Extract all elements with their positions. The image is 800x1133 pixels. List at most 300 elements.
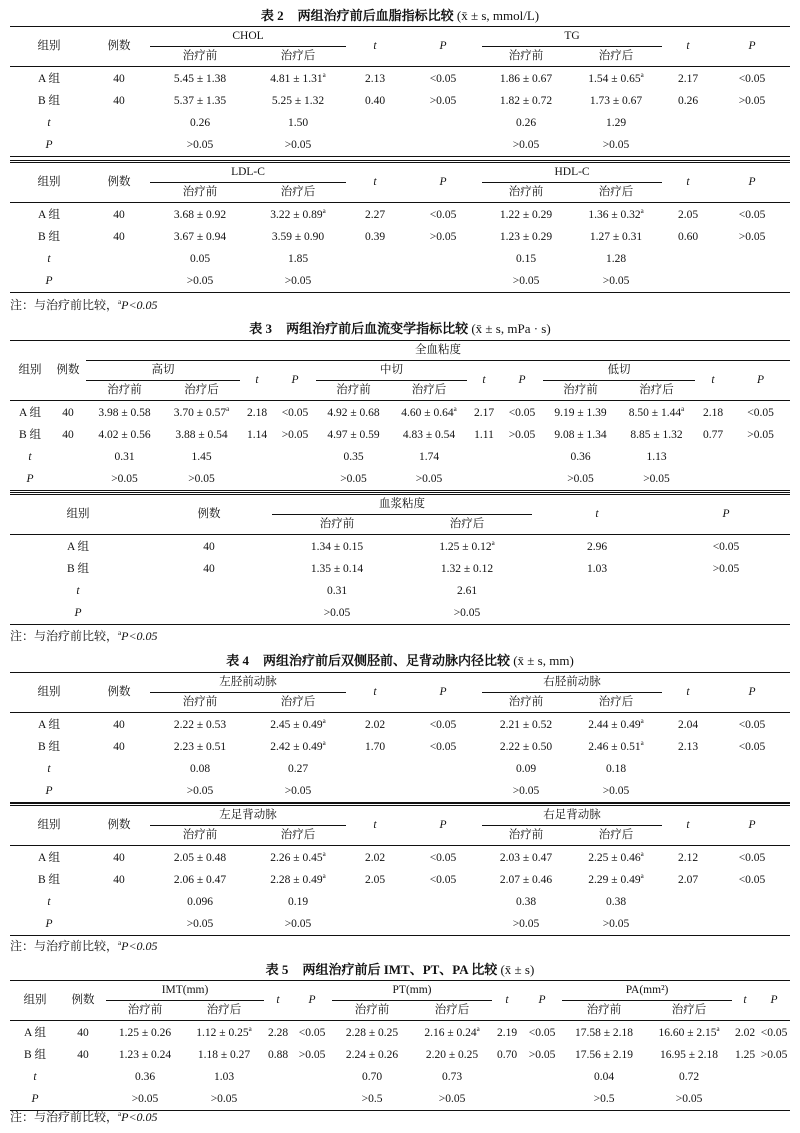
table-cell: 2.02: [734, 1027, 756, 1039]
header-p: P: [757, 374, 765, 386]
table-row: [10, 446, 790, 468]
table-cell: >0.05: [284, 275, 312, 287]
table-cell: 8.50 ± 1.44$^a$: [628, 405, 685, 419]
table-number: 表 3: [249, 321, 273, 336]
table-cell: <0.05: [508, 407, 536, 419]
table-cell: 2.18: [246, 407, 268, 419]
table-cell: 16.95 ± 2.18: [660, 1049, 719, 1061]
header-cases: 例数: [107, 176, 131, 188]
table-cell: 0.38: [605, 896, 627, 908]
table-cell: >0.05: [453, 607, 481, 619]
table-row: [10, 913, 790, 935]
table-cell: 0.26: [515, 117, 537, 129]
table-cell: [467, 446, 501, 468]
table-cell: 1.45: [191, 451, 212, 463]
table-unit: (x̄ ± s, mPa · s): [471, 321, 551, 336]
table-cell: [662, 112, 714, 134]
header-group: 组别: [66, 508, 90, 520]
table-row: [10, 1066, 790, 1088]
header-before: 治疗前: [182, 50, 218, 62]
header-before: 治疗前: [127, 1004, 163, 1016]
table-row: [10, 713, 790, 737]
table-cell: 0.26: [677, 95, 699, 107]
table-cell: 1.54 ± 0.65$^a$: [588, 71, 644, 85]
header-after: 治疗后: [280, 50, 316, 62]
table-cell: 0.36: [134, 1071, 156, 1083]
table-cell: [346, 913, 404, 935]
table-cell: 1.74: [418, 451, 440, 463]
header-measure: 左足背动脉: [150, 806, 346, 826]
header-plasma: 血浆粘度: [272, 495, 532, 515]
table-cell: 40: [113, 95, 125, 107]
row-label: t: [47, 896, 51, 908]
header-after: 治疗后: [598, 50, 634, 62]
table-cell: 0.88: [267, 1049, 289, 1061]
header-t: t: [482, 374, 486, 386]
table-cell: >0.05: [567, 473, 594, 485]
table-cell: [662, 602, 790, 624]
table-cell: [714, 270, 790, 292]
table-cell: 4.02 ± 0.56: [98, 429, 151, 441]
table-cell: 3.22 ± 0.89$^a$: [270, 207, 326, 221]
table-title: 两组治疗前后血脂指标比较: [297, 8, 454, 23]
table-cell: >0.05: [602, 785, 630, 797]
table-cell: 40: [113, 852, 125, 864]
table-cell: 0.096: [187, 896, 213, 908]
table-cell: 1.25: [734, 1049, 756, 1061]
table-number: 表 2: [260, 8, 284, 23]
table-cell: [346, 270, 404, 292]
table-cell: >0.05: [429, 95, 457, 107]
table-cell: >0.05: [675, 1093, 703, 1105]
table-cell: 17.56 ± 2.19: [575, 1049, 634, 1061]
table-cell: [404, 758, 482, 780]
table-row: [10, 468, 790, 490]
table-cell: 0.31: [114, 451, 135, 463]
data-table: [10, 27, 790, 156]
header-after: 治疗后: [280, 186, 316, 198]
header-t: t: [373, 686, 377, 698]
row-label: t: [76, 585, 80, 597]
table-cell: 2.18: [702, 407, 724, 419]
table-cell: >0.05: [528, 1049, 556, 1061]
header-t: t: [686, 686, 690, 698]
row-label: A 组: [37, 209, 61, 221]
table-cell: 1.13: [646, 451, 667, 463]
header-p: P: [439, 686, 447, 698]
header-before: 治疗前: [586, 1004, 622, 1016]
table-row: [10, 1044, 790, 1066]
table-cell: >0.5: [361, 1093, 383, 1105]
table-cell: [292, 1066, 332, 1088]
table5-caption: [0, 959, 800, 978]
header-before: 治疗前: [508, 829, 544, 841]
header-p: P: [748, 819, 756, 831]
table-cell: >0.05: [512, 785, 540, 797]
header-t: t: [743, 994, 747, 1006]
table-cell: 2.28: [267, 1027, 289, 1039]
table-cell: <0.05: [429, 719, 457, 731]
row-label: t: [33, 1071, 37, 1083]
header-p: P: [439, 40, 447, 52]
table4-note: 注：与治疗前比较，$^a$P<0.05: [10, 939, 158, 953]
table-cell: >0.05: [340, 473, 367, 485]
table-cell: [404, 913, 482, 935]
row-label: A 组: [37, 73, 61, 85]
header-group: 组别: [37, 819, 61, 831]
table-cell: [240, 468, 274, 490]
header-p: P: [770, 994, 778, 1006]
header-after: 治疗后: [411, 384, 447, 396]
table-cell: >0.05: [602, 275, 630, 287]
table-cell: 1.25 ± 0.12$^a$: [439, 539, 495, 553]
header-p: P: [308, 994, 316, 1006]
data-table: [10, 673, 790, 802]
table-cell: 40: [113, 231, 125, 243]
table-row: [10, 535, 790, 559]
table-cell: [731, 446, 790, 468]
table-cell: <0.05: [281, 407, 309, 419]
header-before: 治疗前: [107, 384, 142, 396]
table-cell: 40: [113, 874, 125, 886]
data-table: [10, 341, 790, 490]
table-cell: 2.29 ± 0.49$^a$: [588, 872, 644, 886]
table-cell: 1.50: [287, 117, 309, 129]
table-cell: [662, 580, 790, 602]
header-after: 治疗后: [449, 518, 485, 530]
table-row: [10, 248, 790, 270]
table-cell: [88, 112, 150, 134]
table-cell: [492, 1066, 522, 1088]
table-cell: 2.19: [496, 1027, 518, 1039]
table-cell: [404, 248, 482, 270]
table-cell: [88, 270, 150, 292]
table-cell: >0.05: [298, 1049, 326, 1061]
table-cell: 40: [62, 407, 74, 419]
table-cell: [60, 1088, 106, 1110]
table-row: [10, 134, 790, 156]
table-cell: 0.40: [364, 95, 386, 107]
table-cell: 2.24 ± 0.26: [345, 1049, 399, 1061]
table-cell: >0.05: [284, 918, 312, 930]
table-cell: >0.05: [323, 607, 351, 619]
table-cell: 1.23 ± 0.29: [499, 231, 553, 243]
table-cell: <0.05: [429, 209, 457, 221]
table-cell: 0.05: [189, 253, 211, 265]
row-label: A 组: [37, 719, 61, 731]
table-cell: [662, 780, 714, 802]
table-cell: 4.92 ± 0.68: [327, 407, 380, 419]
header-t: t: [505, 994, 509, 1006]
table-cell: [662, 134, 714, 156]
table-cell: 4.81 ± 1.31$^a$: [270, 71, 326, 85]
table-cell: [522, 1088, 562, 1110]
table-cell: >0.05: [512, 139, 540, 151]
table-unit: (x̄ ± s, mm): [513, 653, 574, 668]
table-cell: 2.25 ± 0.46$^a$: [588, 850, 644, 864]
table-cell: >0.05: [186, 918, 214, 930]
table-cell: >0.05: [512, 918, 540, 930]
header-measure: PT(mm): [332, 981, 492, 1001]
table4-part1: [10, 672, 790, 803]
header-before: 治疗前: [182, 696, 218, 708]
table-row: [10, 401, 790, 425]
header-cases: 例数: [107, 40, 131, 52]
table-cell: 2.03 ± 0.47: [499, 852, 553, 864]
table-cell: 40: [113, 209, 125, 221]
header-after: 治疗后: [280, 696, 316, 708]
table-cell: 0.15: [515, 253, 537, 265]
table-cell: 1.86 ± 0.67: [499, 73, 553, 85]
table-cell: [88, 758, 150, 780]
table-cell: >0.05: [602, 139, 630, 151]
header-measure: TG: [482, 27, 662, 47]
table-cell: [404, 270, 482, 292]
header-before: 治疗前: [182, 829, 218, 841]
header-after: 治疗后: [671, 1004, 707, 1016]
table-cell: >0.05: [643, 473, 670, 485]
table-cell: 2.05 ± 0.48: [173, 852, 227, 864]
table2-part1: [10, 26, 790, 157]
table-cell: 1.36 ± 0.32$^a$: [588, 207, 644, 221]
header-group: 组别: [18, 364, 42, 376]
table-cell: 2.02: [364, 719, 386, 731]
table-cell: 0.35: [343, 451, 364, 463]
table-cell: [758, 1066, 790, 1088]
table-cell: [50, 468, 86, 490]
table-row: [10, 112, 790, 134]
table-cell: 2.96: [586, 541, 608, 553]
table-cell: 0.04: [593, 1071, 615, 1083]
row-label: P: [45, 785, 53, 797]
table-cell: 3.59 ± 0.90: [271, 231, 325, 243]
table-cell: <0.05: [738, 741, 766, 753]
table-cell: 2.22 ± 0.50: [499, 741, 553, 753]
table-row: [10, 424, 790, 446]
table2-part2: [10, 160, 790, 293]
table-cell: 17.58 ± 2.18: [575, 1027, 634, 1039]
table-row: [10, 580, 790, 602]
table-cell: 1.27 ± 0.31: [589, 231, 643, 243]
table-cell: <0.05: [429, 852, 457, 864]
table2-caption: [0, 5, 800, 24]
row-label: t: [47, 763, 51, 775]
table-cell: [88, 780, 150, 802]
table-cell: [292, 1088, 332, 1110]
table-cell: 1.32 ± 0.12: [440, 563, 494, 575]
table-row: [10, 1021, 790, 1045]
header-group: 组别: [37, 176, 61, 188]
header-measure: 低切: [543, 361, 695, 381]
table-cell: 4.83 ± 0.54: [402, 429, 456, 441]
table-cell: >0.05: [131, 1093, 159, 1105]
table-cell: >0.05: [747, 429, 774, 441]
table-cell: >0.05: [111, 473, 138, 485]
header-t: t: [373, 40, 377, 52]
table-row: [10, 1088, 790, 1110]
table-row: [10, 270, 790, 292]
table-cell: 1.70: [364, 741, 386, 753]
table-cell: 1.14: [246, 429, 268, 441]
table5: [10, 980, 790, 1111]
table-cell: [492, 1088, 522, 1110]
table-cell: 0.26: [189, 117, 211, 129]
data-table: [10, 495, 790, 624]
header-after: 治疗后: [434, 1004, 470, 1016]
row-label: t: [28, 451, 32, 463]
table-cell: 5.37 ± 1.35: [173, 95, 227, 107]
header-after: 治疗后: [206, 1004, 242, 1016]
header-group: 组别: [37, 40, 61, 52]
table-cell: [532, 580, 662, 602]
table-cell: >0.05: [186, 785, 214, 797]
table-cell: [60, 1066, 106, 1088]
header-p: P: [748, 686, 756, 698]
header-after: 治疗后: [184, 384, 219, 396]
header-p: P: [439, 176, 447, 188]
table5-note: 注：与治疗前比较，$^a$P<0.05: [10, 1110, 158, 1124]
row-label: P: [31, 1093, 39, 1105]
table-cell: [732, 1066, 758, 1088]
row-label: B 组: [66, 563, 90, 575]
table-cell: [274, 468, 316, 490]
row-label: P: [45, 275, 53, 287]
table-cell: [404, 780, 482, 802]
table-unit: (x̄ ± s, mmol/L): [456, 8, 540, 23]
table-cell: <0.05: [429, 741, 457, 753]
table-unit: (x̄ ± s): [500, 962, 535, 977]
table-cell: 2.42 ± 0.49$^a$: [270, 739, 326, 753]
table-cell: [88, 248, 150, 270]
header-measure: 中切: [316, 361, 467, 381]
table-cell: >0.05: [186, 275, 214, 287]
table-cell: >0.05: [760, 1049, 788, 1061]
table-cell: 2.45 ± 0.49$^a$: [270, 717, 326, 731]
table-cell: 1.12 ± 0.25$^a$: [196, 1025, 252, 1039]
table-cell: 0.72: [678, 1071, 700, 1083]
table-cell: 2.12: [677, 852, 699, 864]
table-cell: 2.16 ± 0.24$^a$: [424, 1025, 480, 1039]
table-cell: 2.26 ± 0.45$^a$: [270, 850, 326, 864]
table-cell: [662, 248, 714, 270]
table-cell: 2.06 ± 0.47: [173, 874, 227, 886]
table-cell: 1.11: [474, 429, 494, 441]
table-cell: 2.21 ± 0.52: [499, 719, 553, 731]
row-label: A 组: [23, 1027, 47, 1039]
table-cell: <0.05: [738, 874, 766, 886]
table-cell: [346, 248, 404, 270]
table4-part2: [10, 803, 790, 936]
row-label: P: [26, 473, 34, 485]
table-cell: 9.19 ± 1.39: [554, 407, 607, 419]
table-cell: [50, 446, 86, 468]
table-cell: [532, 602, 662, 624]
table-cell: 0.27: [287, 763, 309, 775]
table-cell: [467, 468, 501, 490]
table-row: [10, 226, 790, 248]
header-t: t: [373, 819, 377, 831]
table-cell: <0.05: [738, 852, 766, 864]
table-cell: 4.97 ± 0.59: [327, 429, 380, 441]
table-cell: >0.05: [210, 1093, 238, 1105]
table-cell: 2.22 ± 0.53: [173, 719, 227, 731]
table-cell: 1.85: [287, 253, 309, 265]
header-cases: 例数: [107, 686, 131, 698]
table-cell: <0.05: [429, 874, 457, 886]
table-cell: 2.27: [364, 209, 386, 221]
table-cell: [346, 891, 404, 913]
table-cell: <0.05: [712, 541, 740, 553]
header-group: 组别: [23, 994, 47, 1006]
table-row: [10, 780, 790, 802]
table-cell: [88, 913, 150, 935]
table-cell: 0.36: [570, 451, 591, 463]
table-cell: [732, 1088, 758, 1110]
table-cell: 1.18 ± 0.27: [197, 1049, 251, 1061]
table-cell: [662, 913, 714, 935]
header-t: t: [276, 994, 280, 1006]
header-measure: PA(mm²): [562, 981, 732, 1001]
table-cell: 4.60 ± 0.64$^a$: [401, 405, 457, 419]
row-label: P: [74, 607, 82, 619]
table-cell: 1.82 ± 0.72: [499, 95, 553, 107]
table-cell: 40: [77, 1027, 89, 1039]
table-cell: [346, 780, 404, 802]
header-before: 治疗前: [182, 186, 218, 198]
table-cell: >0.05: [712, 563, 740, 575]
table-cell: [714, 758, 790, 780]
table-cell: 2.44 ± 0.49$^a$: [588, 717, 644, 731]
table-cell: 3.88 ± 0.54: [175, 429, 228, 441]
table-cell: 0.70: [361, 1071, 383, 1083]
table-cell: 40: [203, 563, 215, 575]
table-cell: 9.08 ± 1.34: [554, 429, 607, 441]
table-cell: 0.77: [702, 429, 724, 441]
table-cell: [695, 468, 731, 490]
table-cell: 0.19: [287, 896, 309, 908]
table-cell: <0.05: [298, 1027, 326, 1039]
header-cases: 例数: [197, 508, 221, 520]
table-cell: >0.05: [512, 275, 540, 287]
table-cell: [501, 468, 543, 490]
table-cell: 40: [77, 1049, 89, 1061]
table-cell: [501, 446, 543, 468]
table-row: [10, 891, 790, 913]
table-cell: 2.05: [364, 874, 386, 886]
header-group: 组别: [37, 686, 61, 698]
table-cell: <0.05: [429, 73, 457, 85]
table-row: [10, 869, 790, 891]
table-cell: 1.34 ± 0.15: [310, 541, 364, 553]
table-cell: 40: [203, 541, 215, 553]
row-label: A 组: [66, 541, 90, 553]
header-measure: 左胫前动脉: [150, 673, 346, 693]
table-cell: 2.17: [473, 407, 495, 419]
header-after: 治疗后: [280, 829, 316, 841]
table-cell: [695, 446, 731, 468]
row-label: B 组: [37, 95, 61, 107]
table-cell: [714, 780, 790, 802]
header-cases: 例数: [56, 364, 80, 376]
table-cell: [662, 891, 714, 913]
table-cell: <0.05: [760, 1027, 788, 1039]
table3-note: 注：与治疗前比较，$^a$P<0.05: [10, 629, 158, 643]
table-cell: 2.07: [677, 874, 699, 886]
table-cell: >0.5: [593, 1093, 615, 1105]
row-label: B 组: [37, 231, 61, 243]
header-before: 治疗前: [508, 696, 544, 708]
table-cell: 3.67 ± 0.94: [173, 231, 227, 243]
